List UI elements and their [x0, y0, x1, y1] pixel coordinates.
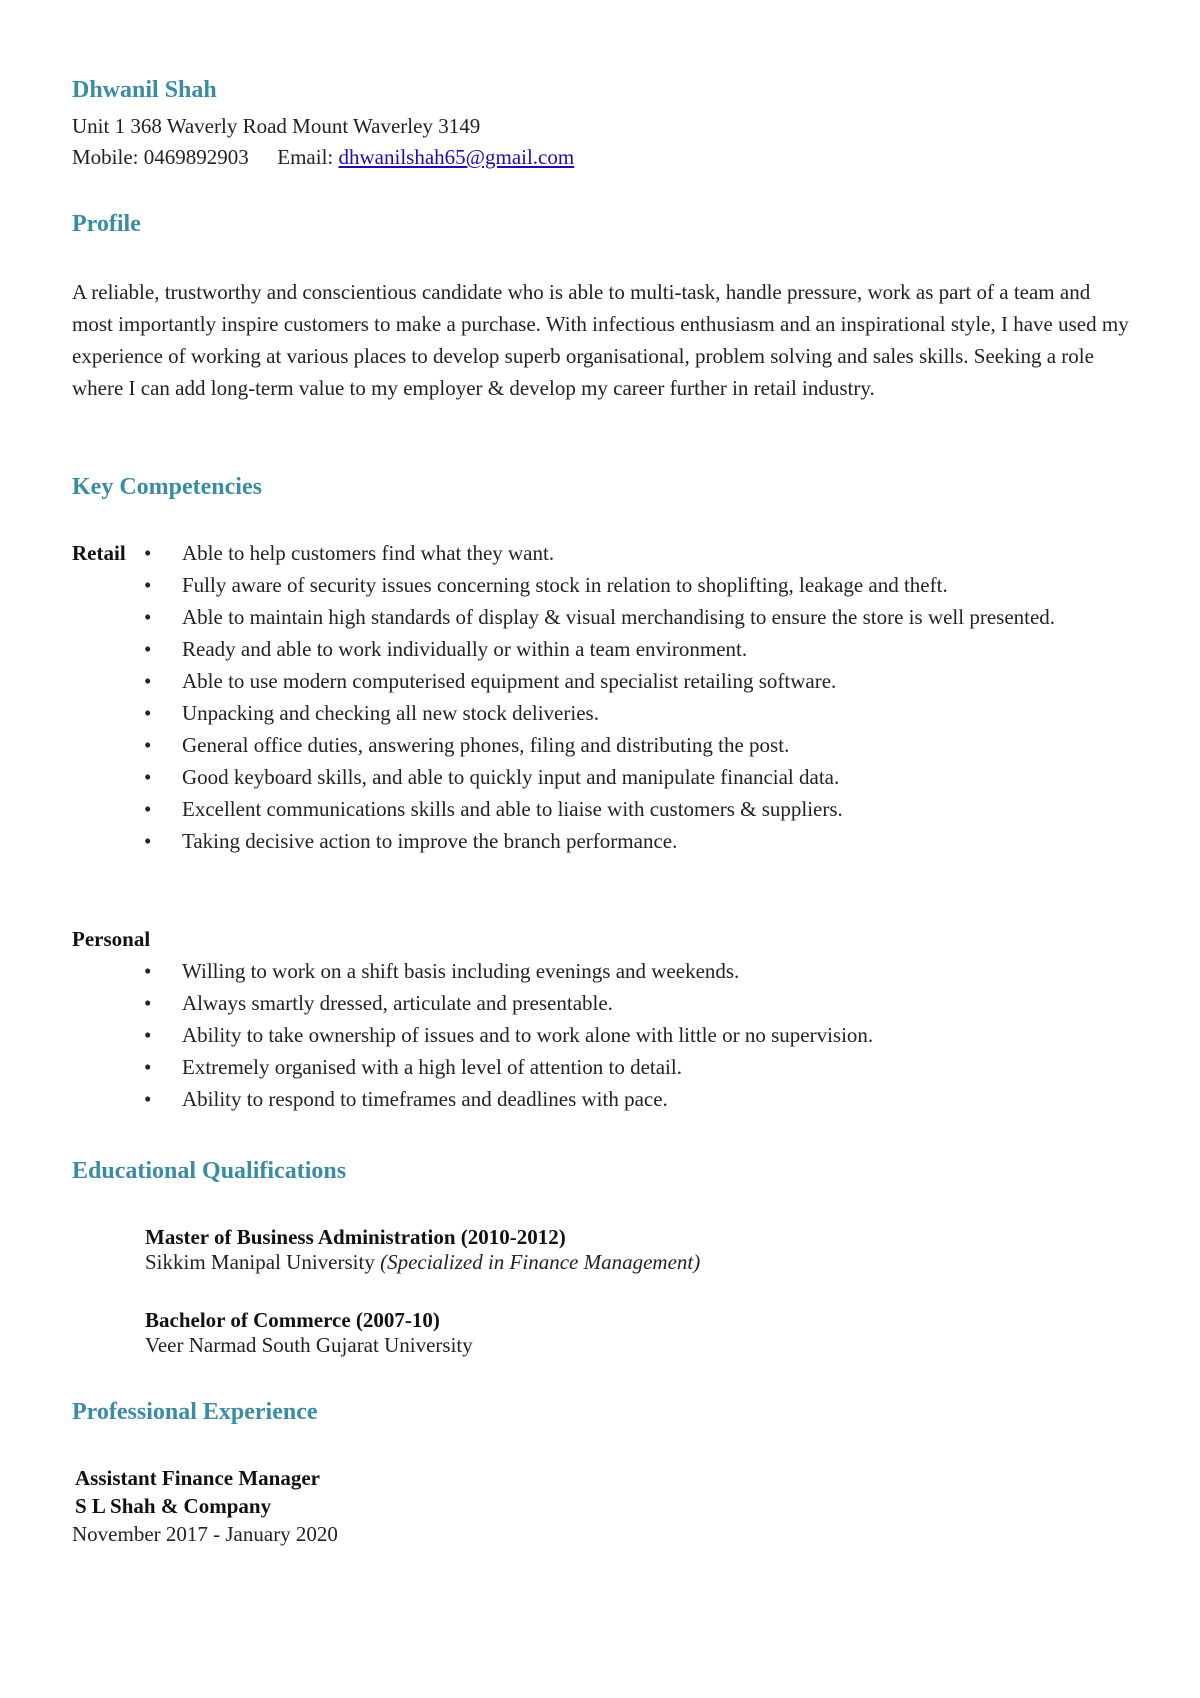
bullet-icon: •	[144, 1023, 152, 1047]
bullet-text: Excellent communications skills and able to liaise with customers & suppliers.	[182, 797, 843, 821]
bullet-icon: •	[144, 669, 152, 693]
bullet-text: Able to use modern computerised equipment and specialist retailing software.	[182, 669, 837, 693]
experience-heading: Professional Experience	[72, 1399, 318, 1425]
bullet-icon: •	[144, 765, 152, 789]
education-institution	[145, 1248, 700, 1276]
job-dates: November 2017 - January 2020	[72, 1522, 338, 1546]
job-title: Assistant Finance Manager	[75, 1466, 320, 1490]
bullet-item	[130, 1083, 1060, 1115]
bullet-text: Always smartly dressed, articulate and presentable.	[182, 991, 613, 1015]
email-link[interactable]: dhwanilshah65@gmail.com	[338, 145, 575, 169]
bullet-item	[130, 697, 1060, 729]
bullet-item	[130, 665, 1060, 697]
contact-line	[72, 141, 574, 173]
address: Unit 1 368 Waverly Road Mount Waverley 3149	[72, 114, 481, 138]
bullet-icon: •	[144, 701, 152, 725]
retail-label: Retail	[72, 541, 126, 565]
bullet-icon: •	[144, 797, 152, 821]
bullet-text: Taking decisive action to improve the branch performance.	[182, 829, 678, 853]
bullet-item	[130, 569, 1060, 601]
bullet-text: Ability to respond to timeframes and deadlines with pace.	[182, 1087, 668, 1111]
education-institution: Veer Narmad South Gujarat University	[145, 1333, 473, 1357]
bullet-icon: •	[144, 733, 152, 757]
candidate-name: Dhwanil Shah	[72, 77, 217, 103]
bullet-item	[130, 537, 1060, 569]
education-heading: Educational Qualifications	[72, 1158, 347, 1184]
bullet-text: Willing to work on a shift basis including evenings and weekends.	[182, 959, 740, 983]
mobile-number: 0469892903	[143, 145, 249, 169]
bullet-item	[130, 633, 1060, 665]
bullet-item	[130, 955, 1060, 987]
bullet-text: Good keyboard skills, and able to quickly input and manipulate financial data.	[182, 765, 840, 789]
bullet-icon: •	[144, 991, 152, 1015]
bullet-icon: •	[144, 1055, 152, 1079]
bullet-item	[130, 761, 1060, 793]
bullet-item	[130, 825, 1060, 857]
bullet-icon: •	[144, 541, 152, 565]
personal-label: Personal	[72, 927, 151, 951]
email-label: Email:	[277, 145, 334, 169]
bullet-icon: •	[144, 637, 152, 661]
bullet-text: General office duties, answering phones, filing and distributing the post.	[182, 733, 790, 757]
bullet-item	[130, 793, 1060, 825]
education-degree: Master of Business Administration (2010-2012)	[145, 1225, 566, 1249]
bullet-icon: •	[144, 829, 152, 853]
bullet-text: Extremely organised with a high level of attention to detail.	[182, 1055, 682, 1079]
bullet-item	[130, 601, 1060, 633]
education-note: (Specialized in Finance Management)	[380, 1250, 701, 1274]
bullet-item	[130, 1019, 1060, 1051]
bullet-text: Ability to take ownership of issues and to work alone with little or no supervision.	[182, 1023, 874, 1047]
bullet-item	[130, 1051, 1060, 1083]
bullet-item	[130, 729, 1060, 761]
mobile-label: Mobile:	[72, 145, 139, 169]
bullet-item	[130, 987, 1060, 1019]
institution-name: Sikkim Manipal University	[145, 1250, 375, 1274]
bullet-text: Able to help customers find what they want.	[182, 541, 555, 565]
profile-text: A reliable, trustworthy and conscientious candidate who is able to multi-task, handle pressure, work as part of a team and most importantly inspire customers to make a purchase. With infectious enthusiasm and an inspirational style, I have used my experience of working at various places to develop superb organisational, problem solving and sales skills. Seeking a role where I can add long-term value to my employer & develop my career further in retail industry.	[72, 280, 1129, 400]
personal-list	[130, 955, 1060, 1115]
bullet-icon: •	[144, 573, 152, 597]
bullet-text: Ready and able to work individually or within a team environment.	[182, 637, 748, 661]
education-degree: Bachelor of Commerce (2007-10)	[145, 1308, 440, 1332]
retail-list	[130, 537, 1060, 857]
competencies-heading: Key Competencies	[72, 474, 262, 500]
bullet-text: Unpacking and checking all new stock deliveries.	[182, 701, 599, 725]
bullet-icon: •	[144, 959, 152, 983]
bullet-icon: •	[144, 605, 152, 629]
profile-heading: Profile	[72, 211, 141, 237]
bullet-text: Fully aware of security issues concerning stock in relation to shoplifting, leakage and theft.	[182, 573, 948, 597]
bullet-icon: •	[144, 1087, 152, 1111]
bullet-text: Able to maintain high standards of display & visual merchandising to ensure the store is well presented.	[182, 605, 1056, 629]
job-company: S L Shah & Company	[75, 1494, 272, 1518]
